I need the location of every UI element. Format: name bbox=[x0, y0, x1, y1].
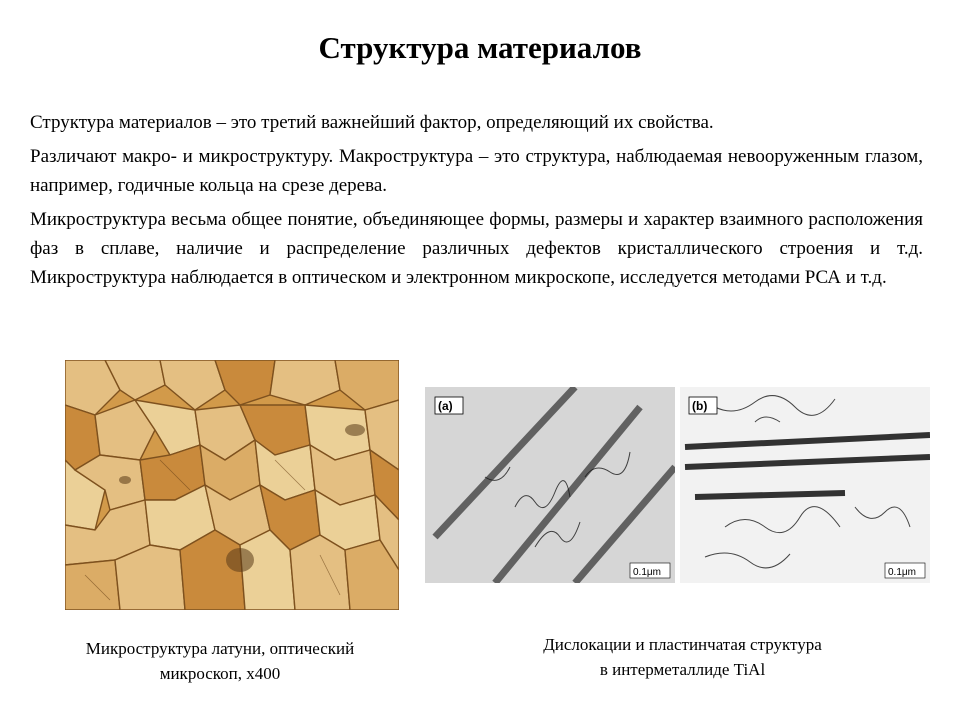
brass-caption-line-1: Микроструктура латуни, оптический bbox=[85, 639, 355, 658]
brass-micrograph bbox=[65, 360, 399, 610]
tem-caption bbox=[490, 632, 875, 682]
slide-title: Структура материалов bbox=[318, 30, 642, 65]
paragraph-2: Различают макро- и микроструктуру. Макроструктура – это структура, наблюдаемая невооруженным глазом, например, годичные кольца на срезе дерева. bbox=[30, 146, 923, 196]
body-text bbox=[30, 108, 923, 297]
brass-micrograph-image bbox=[65, 360, 399, 610]
brass-caption bbox=[40, 636, 400, 686]
brass-caption-line-2: микроскоп, x400 bbox=[159, 664, 281, 683]
tem-caption-line-1: Дислокации и пластинчатая структура bbox=[543, 635, 822, 654]
tem-image bbox=[425, 387, 930, 583]
paragraph-1: Структура материалов – это третий важнейший фактор, определяющий их свойства. bbox=[30, 112, 714, 133]
tem-caption-line-2: в интерметаллиде TiAl bbox=[599, 660, 766, 679]
paragraph-3: Микроструктура весьма общее понятие, объединяющее формы, размеры и характер взаимного расположения фаз в сплаве, наличие и распределение различных дефектов кристаллического строения и т.д. Микроструктура наблюдается в оптическом и электронном микроскопе, исследуется методами РСА и т.д. bbox=[30, 209, 923, 288]
panel-b-label: (b) bbox=[692, 399, 708, 413]
scale-bar-b: 0.1μm bbox=[888, 567, 916, 578]
tem-micrographs bbox=[425, 387, 930, 583]
scale-bar-a: 0.1μm bbox=[633, 567, 661, 578]
panel-a-label: (a) bbox=[438, 399, 453, 413]
